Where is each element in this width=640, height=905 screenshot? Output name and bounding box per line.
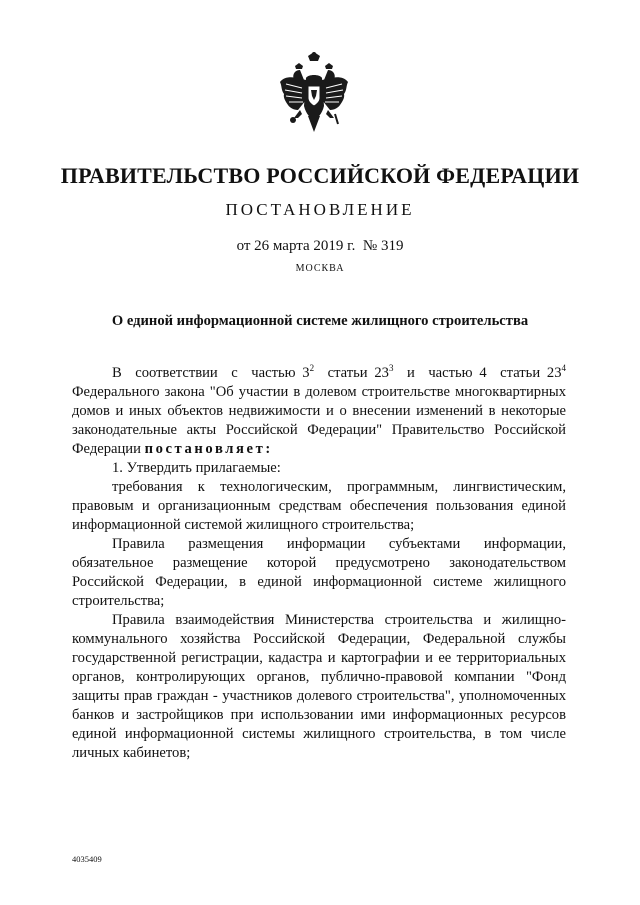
document-type: ПОСТАНОВЛЕНИЕ [225,200,415,219]
decree-colon: : [265,441,273,457]
preamble-text-2: статьи 23 [314,365,389,381]
city-label: МОСКВА [295,263,345,274]
decree-word: постановляет [144,441,266,457]
preamble-text-4: Федерального закона "Об участии в долевом строительстве многоквартирных домов и иных объектов недвижимости и о внесении изменений в некоторые законодательные акты Российской Федерации" Правительство Российской Федерации [72,384,566,457]
superscript-2: 2 [309,363,315,374]
document-body [72,364,566,763]
paragraph-requirements: требования к технологическим, программным, лингвистическим, правовым и организационным средствам обеспечения пользования единой информационной системой жилищного строительства; [72,479,566,533]
paragraph-placement-rules: Правила размещения информации субъектами информации, обязательное размещение которой предусмотрено законодательством Российской Федерации, в единой информационной системе жилищного строительства; [72,536,566,609]
paragraph-item-1: 1. Утвердить прилагаемые: [112,460,281,476]
paragraph-preamble [72,364,566,459]
double-headed-eagle-icon [278,52,350,136]
preamble-text-1: В соответствии с частью 3 [112,365,310,381]
document-subject: О единой информационной системе жилищного строительства [111,313,529,329]
government-title: ПРАВИТЕЛЬСТВО РОССИЙСКОЙ ФЕДЕРАЦИИ [60,163,580,188]
preamble-text-3: и частью 4 статьи 23 [393,365,562,381]
date-and-number: от 26 марта 2019 г. № 319 [236,238,404,254]
superscript-3: 3 [388,363,394,374]
paragraph-interaction-rules: Правила взаимодействия Министерства строительства и жилищно-коммунального хозяйства Российской Федерации, Федеральной службы государственной регистрации, кадастра и картографии и ее территориальных органов, контролирующих органов, публично-правовой компании "Фонд защиты прав граждан - участников долевого строительства", уполномоченных банков и застройщиков при использовании ими информационных ресурсов единой информационной системы жилищного строительства, в том числе личных кабинетов; [72,612,566,761]
footer-document-number: 4035409 [72,854,102,864]
superscript-4: 4 [561,363,566,374]
